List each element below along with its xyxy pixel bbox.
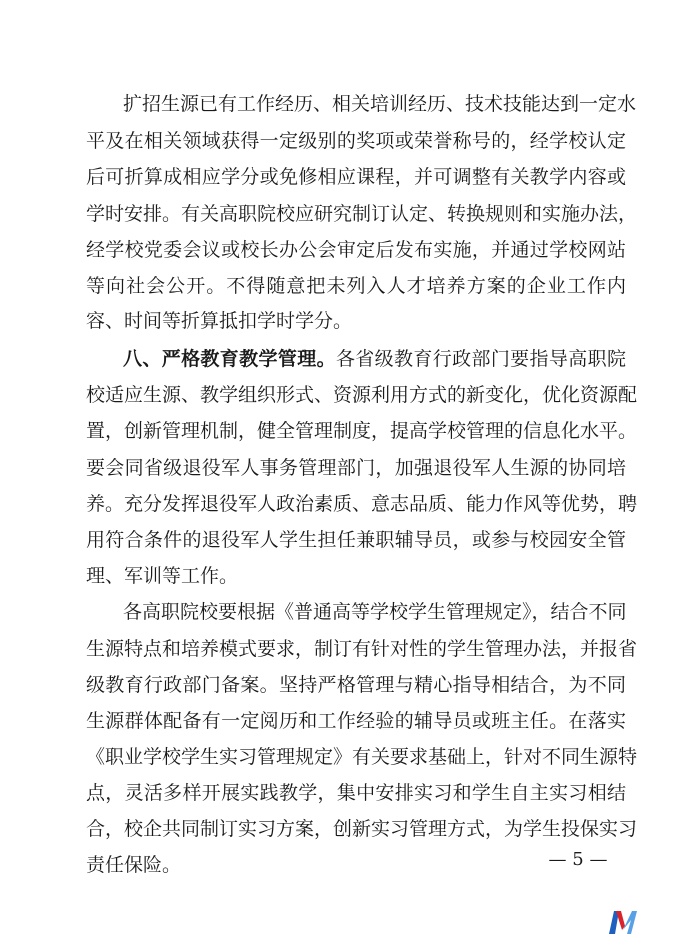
section-heading: 八、严格教育教学管理。	[123, 348, 336, 370]
paragraph-3-line-2: 生源特点和培养模式要求，制订有针对性的学生管理办法，并报省	[86, 638, 638, 660]
paragraph-2-line-2: 校适应生源、教学组织形式、资源利用方式的新变化，优化资源配	[86, 384, 638, 406]
m-logo-icon	[607, 908, 641, 936]
page-number: — 5 —	[548, 849, 608, 870]
paragraph-2-line-4: 要会同省级退役军人事务管理部门，加强退役军人生源的协同培	[86, 457, 626, 479]
paragraph-1-line-5: 经学校党委会议或校长办公会审定后发布实施，并通过学校网站	[86, 239, 626, 261]
paragraph-3-line-8: 责任保险。	[86, 854, 182, 876]
logo-right-stroke	[623, 911, 637, 934]
paragraph-3-line-4: 生源群体配备有一定阅历和工作经验的辅导员或班主任。在落实	[86, 710, 626, 732]
paragraph-1-line-3: 后可折算成相应学分或免修相应课程，并可调整有关教学内容或	[86, 166, 626, 188]
paragraph-1-line-7: 容、时间等折算抵扣学时学分。	[86, 310, 353, 332]
paragraph-1-line-4: 学时安排。有关高职院校应研究制订认定、转换规则和实施办法，	[86, 203, 638, 225]
paragraph-3-line-5: 《职业学校学生实习管理规定》有关要求基础上，针对不同生源特	[86, 746, 638, 768]
paragraph-2-line-7: 理、军训等工作。	[86, 565, 239, 587]
paragraph-3-line-1: 各高职院校要根据《普通高等学校学生管理规定》，结合不同	[123, 601, 627, 623]
paragraph-2-line-6: 用符合条件的退役军人学生担任兼职辅导员，或参与校园安全管	[86, 529, 626, 551]
paragraph-2-line-5: 养。充分发挥退役军人政治素质、意志品质、能力作风等优势，聘	[86, 493, 638, 515]
paragraph-1-line-6: 等向社会公开。不得随意把未列入人才培养方案的企业工作内	[86, 275, 626, 297]
paragraph-1-line-2: 平及在相关领域获得一定级别的奖项或荣誉称号的，经学校认定	[86, 130, 626, 152]
paragraph-3-line-6: 点，灵活多样开展实践教学，集中安排实习和学生自主实习相结	[86, 782, 626, 804]
logo-middle-stroke	[616, 911, 625, 930]
paragraph-3-line-3: 级教育行政部门备案。坚持严格管理与精心指导相结合，为不同	[86, 674, 626, 696]
paragraph-1-line-1: 扩招生源已有工作经历、相关培训经历、技术技能达到一定水	[123, 93, 637, 115]
paragraph-2-line-3: 置，创新管理机制，健全管理制度，提高学校管理的信息化水平。	[86, 420, 638, 442]
paragraph-2-line-1-text: 各省级教育行政部门要指导高职院	[335, 348, 626, 370]
paragraph-2-line-1	[123, 345, 626, 373]
paragraph-3-line-7: 合，校企共同制订实习方案，创新实习管理方式，为学生投保实习	[86, 818, 638, 840]
